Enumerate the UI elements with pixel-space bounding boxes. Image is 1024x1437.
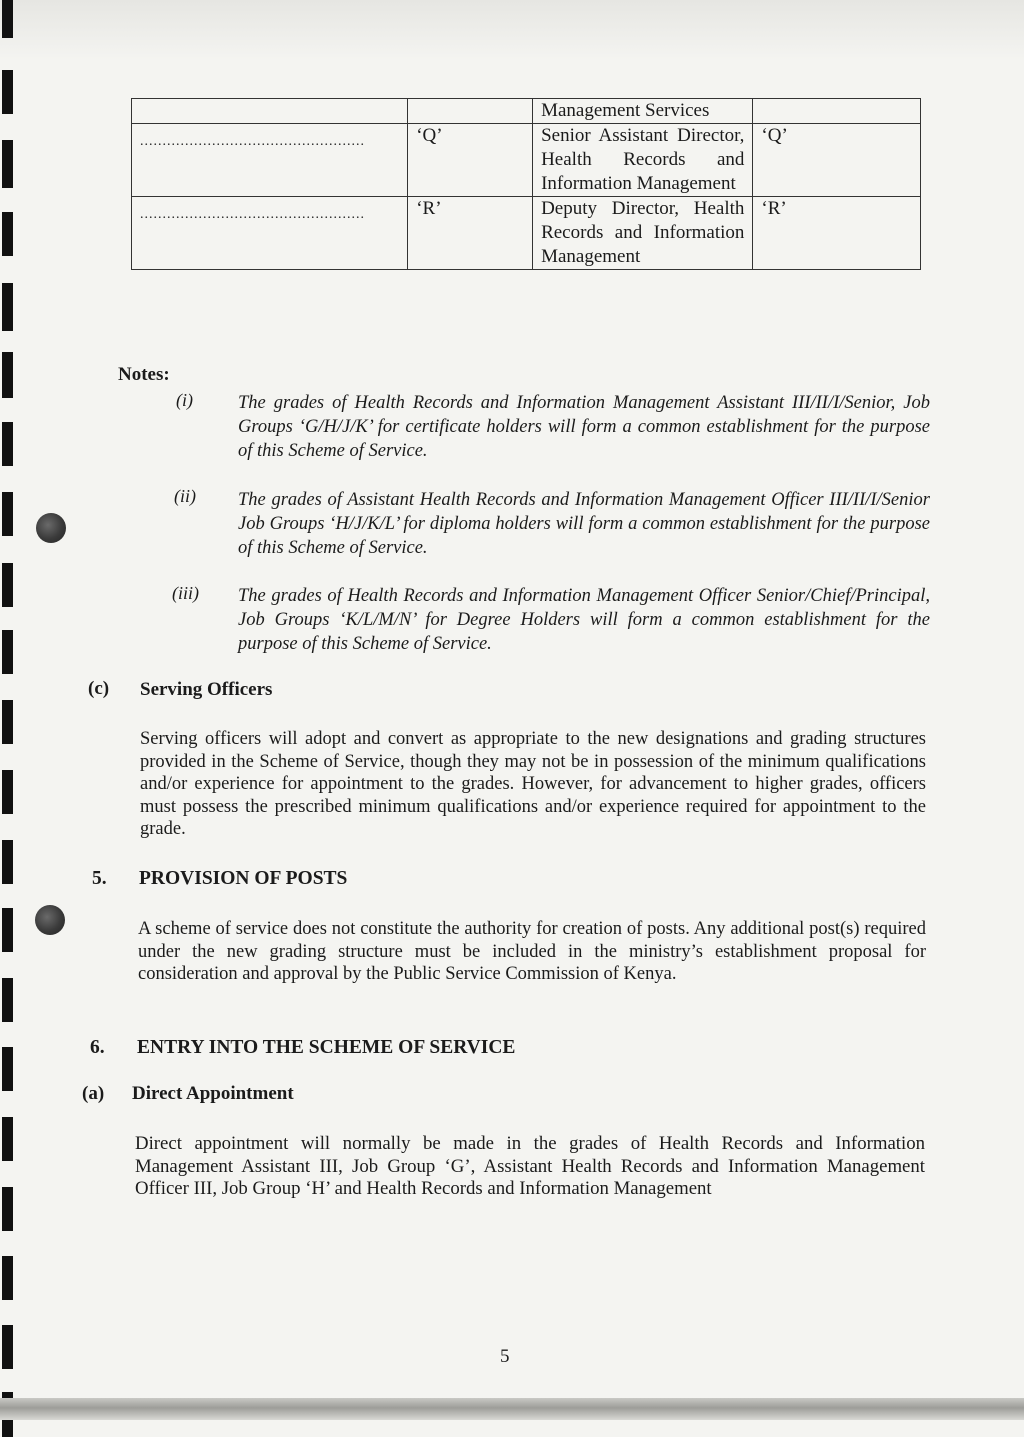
section-title: Serving Officers	[140, 679, 273, 700]
designation-cell: Deputy Director, Health Records and Information Management	[533, 197, 753, 270]
section-label: (c)	[88, 678, 110, 699]
table-cell	[132, 197, 408, 270]
designation-cell: Senior Assistant Director, Health Records and Information Management	[533, 124, 753, 197]
dotted-leader: ..................................................	[140, 134, 365, 149]
page-number: 5	[500, 1346, 510, 1367]
job-group-cell: ‘Q’	[408, 124, 533, 197]
table-row	[132, 197, 921, 270]
table-cell	[408, 99, 533, 124]
table-cell	[753, 99, 921, 124]
subsection-label: (a)	[82, 1083, 105, 1104]
direct-appointment-paragraph: Direct appointment will normally be made in the grades of Health Records and Information Management Assistant III, Job Group ‘G’, Assistant Health Records and Information Management Officer III, Job Group ‘H’ and Health Records and Information Management	[135, 1133, 925, 1199]
serving-officers-paragraph: Serving officers will adopt and convert as appropriate to the new designations and grading structures provided in the Scheme of Service, though they may not be in possession of the minimum qualifications and/or experience for appointment to the grades. However, for advancement to higher grades, officers must possess the prescribed minimum qualifications and/or experience required for appointment to the grade.	[140, 729, 926, 839]
scan-shading-bottom	[0, 1398, 1024, 1420]
note-number: (iii)	[172, 583, 199, 603]
table-cell	[132, 99, 408, 124]
punch-hole	[36, 513, 66, 543]
table-row	[132, 99, 921, 124]
section-title: PROVISION OF POSTS	[139, 868, 348, 889]
job-group-cell: ‘R’	[753, 197, 921, 270]
provision-paragraph: A scheme of service does not constitute the authority for creation of posts. Any additional post(s) required under the new grading structure must be included in the ministry’s establishment proposal for consideration and approval by the Public Service Commission of Kenya.	[138, 919, 926, 984]
table-row	[132, 124, 921, 197]
grades-table	[131, 98, 921, 270]
section-number: 6.	[90, 1037, 105, 1058]
notes-heading: Notes:	[118, 364, 170, 385]
dotted-leader: ..................................................	[140, 207, 365, 222]
subsection-title: Direct Appointment	[132, 1083, 294, 1104]
job-group-cell: ‘R’	[408, 197, 533, 270]
table-cell	[132, 124, 408, 197]
section-number: 5.	[92, 868, 107, 889]
note-number: (i)	[176, 390, 193, 410]
note-text: The grades of Health Records and Information Management Assistant III/II/I/Senior, Job Groups ‘G/H/J/K’ for certificate holders will form a common establishment for the purpose of this Scheme of Service.	[238, 393, 930, 461]
section-title: ENTRY INTO THE SCHEME OF SERVICE	[137, 1037, 516, 1058]
job-group-cell: ‘Q’	[753, 124, 921, 197]
note-text: The grades of Health Records and Information Management Officer Senior/Chief/Principal, Job Groups ‘K/L/M/N’ for Degree Holders will form a common establishment for the purpose of this Scheme of Service.	[238, 586, 930, 654]
note-text: The grades of Assistant Health Records and Information Management Officer III/II/I/Senior Job Groups ‘H/J/K/L’ for diploma holders will form a common establishment for the purpose of this Scheme of Service.	[238, 490, 930, 558]
note-number: (ii)	[174, 486, 196, 506]
punch-hole	[35, 905, 65, 935]
scan-shading-top	[0, 0, 1024, 60]
table-cell: Management Services	[533, 99, 753, 124]
